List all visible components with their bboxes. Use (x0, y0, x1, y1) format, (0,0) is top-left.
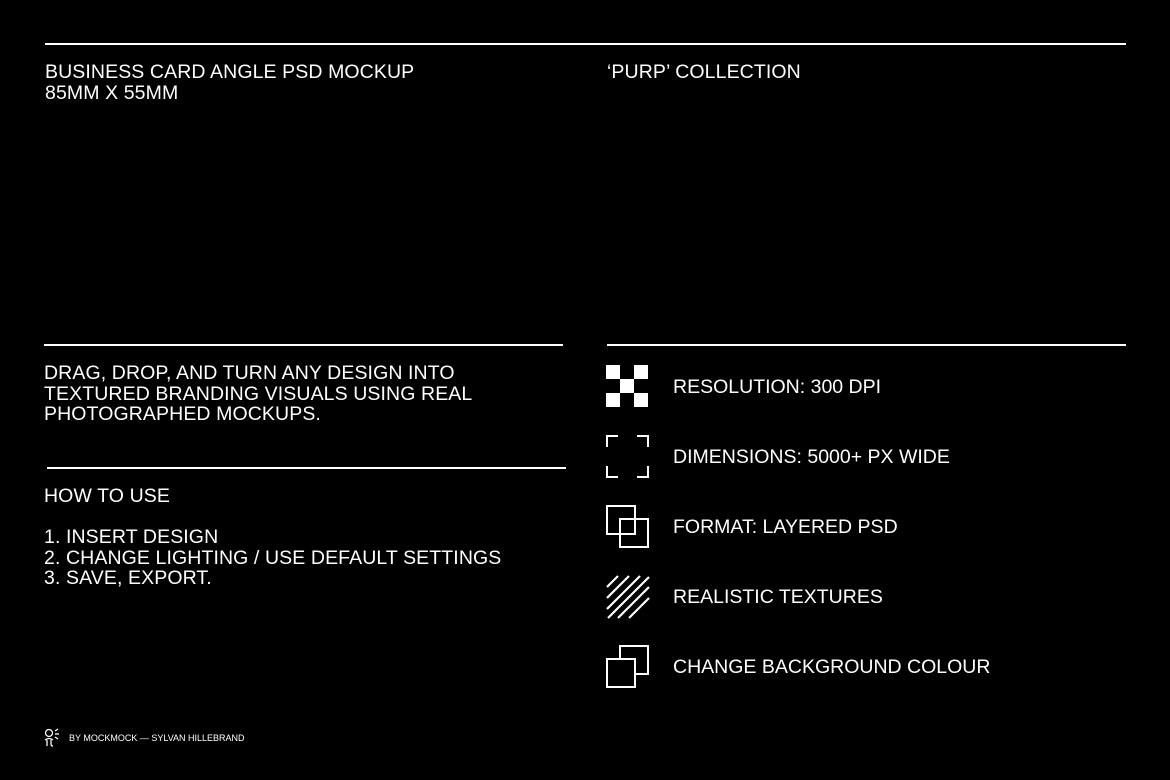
description-line: PHOTOGRAPHED MOCKUPS. (44, 403, 321, 425)
layers-icon (606, 505, 650, 549)
left-middle-divider (44, 344, 563, 346)
description-line: TEXTURED BRANDING VISUALS USING REAL (44, 382, 473, 405)
feature-textures (606, 575, 1126, 619)
feature-resolution (606, 365, 1126, 409)
mockmock-logo-icon (43, 728, 63, 748)
feature-label: CHANGE BACKGROUND COLOUR (673, 656, 991, 678)
how-to-steps (44, 527, 501, 589)
feature-dimensions (606, 435, 1126, 479)
feature-label: RESOLUTION: 300 DPI (673, 376, 882, 398)
how-to-step: 3. SAVE, EXPORT. (44, 567, 212, 589)
footer-credit: BY MOCKMOCK — SYLVAN HILLEBRAND (69, 733, 245, 743)
diagonal-stripes-icon (606, 575, 650, 619)
feature-background (606, 645, 1126, 689)
overlapping-squares-icon (606, 645, 650, 689)
how-to-heading: HOW TO USE (44, 485, 170, 507)
top-divider (45, 43, 1126, 45)
checker-icon (606, 365, 650, 409)
mockup-size-line: 85MM X 55MM (45, 81, 179, 104)
feature-format (606, 505, 1126, 549)
how-to-step: 2. CHANGE LIGHTING / USE DEFAULT SETTINGS (44, 546, 502, 569)
corner-brackets-icon (606, 435, 650, 479)
mockup-title (45, 62, 414, 103)
feature-label: REALISTIC TEXTURES (673, 586, 883, 608)
mockup-title-line: BUSINESS CARD ANGLE PSD MOCKUP (45, 61, 415, 83)
feature-label: FORMAT: LAYERED PSD (673, 516, 898, 538)
right-middle-divider (607, 344, 1126, 346)
collection-title: ‘PURP’ COLLECTION (607, 61, 801, 83)
feature-label: DIMENSIONS: 5000+ PX WIDE (673, 446, 950, 468)
how-to-step: 1. INSERT DESIGN (44, 526, 219, 548)
how-to-divider (47, 467, 566, 469)
description-line: DRAG, DROP, AND TURN ANY DESIGN INTO (44, 362, 455, 384)
description (44, 363, 472, 425)
